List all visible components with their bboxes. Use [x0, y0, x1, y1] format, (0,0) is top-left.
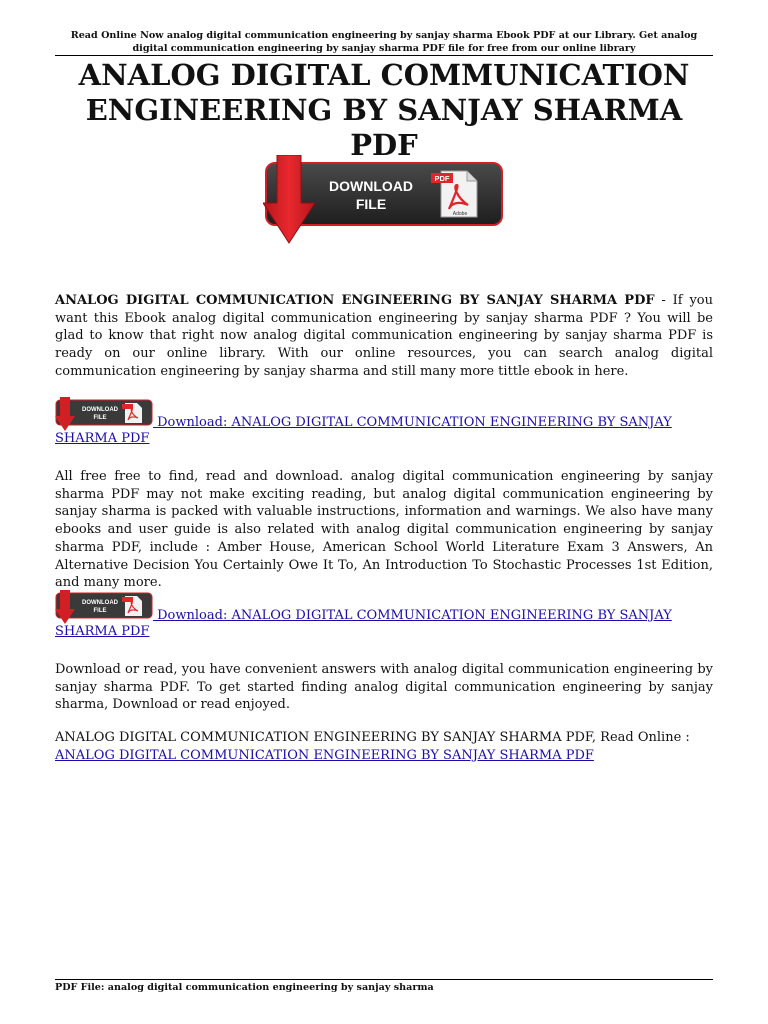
download-block-1: [55, 397, 713, 447]
adobe-tag: Adobe: [452, 211, 468, 217]
download-file-banner[interactable]: [263, 155, 505, 245]
header-divider: [55, 55, 713, 56]
footer-divider: [55, 979, 713, 980]
pdf-file-icon: [122, 596, 142, 616]
header-note: Read Online Now analog digital communication engineering by sanjay sharma Ebook PDF at our Library. Get analog digital communication engineering by sanjay sharma PDF file for free from our online library: [70, 30, 698, 54]
small-banner-2-line-1: DOWNLOAD: [82, 600, 118, 606]
banner-line-1: DOWNLOAD: [329, 178, 413, 194]
page-title: [55, 58, 713, 163]
small-download-banner-2[interactable]: [55, 590, 153, 624]
closing-paragraph: Download or read, you have convenient answers with analog digital communication engineering by sanjay sharma PDF. To get started finding analog digital communication engineering by sanjay sharma, Download or read enjoyed.: [55, 662, 713, 713]
intro-bold-title: ANALOG DIGITAL COMMUNICATION ENGINEERING BY SANJAY SHARMA PDF: [55, 293, 655, 308]
small-download-banner-1[interactable]: [55, 397, 153, 431]
page-title-line-2: ENGINEERING BY SANJAY SHARMA PDF: [85, 93, 683, 162]
intro-text: - If you want this Ebook analog digital communication engineering by sanjay sharma PDF ? You will be glad to know that right now analog digital communication engineering by sanjay sharma PDF is ready on our online library. With our online resources, you can search analog digital communication engineering by sanjay sharma and still many more tittle ebook in here.: [55, 293, 713, 379]
download-link-1[interactable]: Download: ANALOG DIGITAL COMMUNICATION ENGINEERING BY SANJAY SHARMA PDF: [55, 415, 672, 446]
small-banner-1-line-2: FILE: [93, 415, 107, 421]
small-banner-graphic-1: [55, 397, 153, 431]
read-online-link[interactable]: ANALOG DIGITAL COMMUNICATION ENGINEERING BY SANJAY SHARMA PDF: [55, 747, 594, 763]
read-online-paragraph: [55, 729, 713, 764]
footer-note: PDF File: analog digital communication engineering by sanjay sharma: [55, 982, 434, 993]
download-link-2[interactable]: Download: ANALOG DIGITAL COMMUNICATION ENGINEERING BY SANJAY SHARMA PDF: [55, 608, 672, 639]
banner-line-2: FILE: [355, 196, 387, 212]
small-banner-1-line-1: DOWNLOAD: [82, 407, 118, 413]
intro-paragraph: [55, 292, 713, 381]
page-title-line-1: ANALOG DIGITAL COMMUNICATION: [78, 58, 690, 92]
small-banner-graphic-2: [55, 590, 153, 624]
read-online-text: ANALOG DIGITAL COMMUNICATION ENGINEERING BY SANJAY SHARMA PDF, Read Online :: [55, 730, 690, 745]
pdf-tag: PDF: [434, 174, 450, 183]
pdf-file-icon: [122, 403, 142, 423]
small-banner-2-line-2: FILE: [93, 608, 107, 614]
description-paragraph: All free free to find, read and download. analog digital communication engineering by sanjay sharma PDF may not make exciting reading, but analog digital communication engineering by sanjay sharma is packed with valuable instructions, information and warnings. We also have many ebooks and user guide is also related with analog digital communication engineering by sanjay sharma PDF, include : Amber House, American School World Literature Exam 3 Answers, An Alternative Decision You Certainly Owe It To, An Introduction To Stochastic Processes 1st Edition, and many more.: [55, 469, 713, 591]
download-block-2: [55, 590, 713, 640]
download-banner-graphic: [263, 155, 505, 245]
